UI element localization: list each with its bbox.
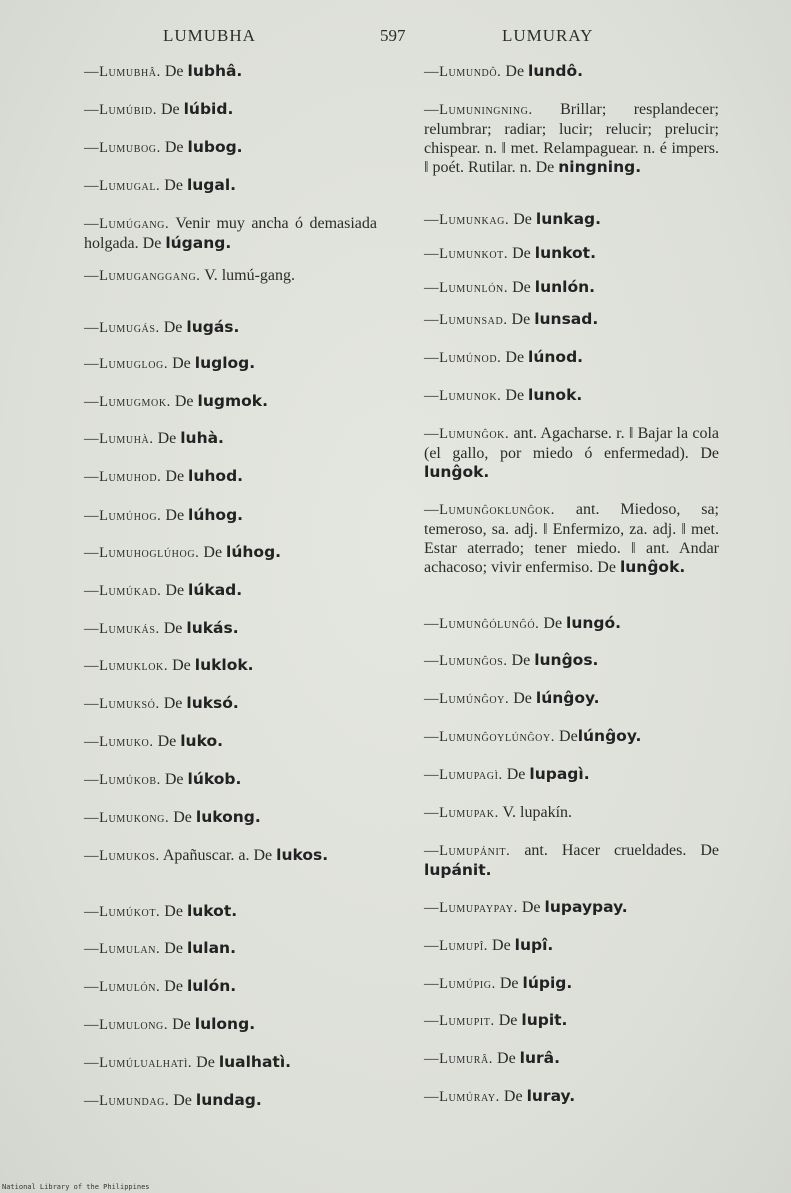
dictionary-entry — [62, 392, 377, 412]
entry-headword: —Lumuko. — [84, 734, 154, 750]
entry-root-reference: lupî. — [514, 936, 554, 954]
entry-definition: De — [159, 695, 187, 712]
entry-headword: —Lumunĝos. — [424, 653, 508, 669]
entry-definition: De — [502, 766, 530, 783]
dictionary-entry — [402, 210, 719, 230]
entry-headword: —Lumunok. — [424, 388, 502, 404]
entry-definition: De — [509, 211, 536, 228]
entry-definition: De — [539, 615, 567, 632]
entry-root-reference: lukong. — [195, 808, 261, 826]
entry-definition: De — [168, 1016, 195, 1033]
dictionary-entry — [402, 424, 719, 482]
entry-root-reference: lugal. — [186, 176, 237, 194]
dictionary-entry — [402, 651, 719, 671]
dictionary-entry — [62, 467, 377, 487]
entry-definition: De — [168, 355, 195, 372]
entry-headword: —Lumuningning. — [424, 102, 533, 118]
entry-headword: —Lumundô. — [424, 64, 502, 80]
dictionary-entry — [62, 1053, 377, 1073]
entry-root-reference: lulong. — [194, 1015, 256, 1033]
dictionary-entry — [62, 62, 377, 82]
entry-definition: ant. Hacer crueldades. De — [510, 842, 719, 859]
entry-definition: De — [507, 652, 535, 669]
entry-root-reference: luhod. — [188, 467, 244, 485]
entry-headword: —Lumunlón. — [424, 280, 509, 296]
entry-root-reference: lunĝok. — [619, 558, 686, 576]
dictionary-entry — [402, 62, 719, 82]
dictionary-entry — [62, 214, 377, 253]
entry-headword: —Lumupî. — [424, 938, 489, 954]
entry-definition: De — [159, 620, 187, 637]
dictionary-entry — [62, 656, 377, 676]
entry-definition: V. lumú-gang. — [200, 267, 296, 284]
entry-headword: —Lumubog. — [84, 140, 161, 156]
entry-headword: —Lumulón. — [84, 979, 161, 995]
entry-root-reference: lúbid. — [183, 100, 234, 118]
entry-definition: De — [161, 582, 189, 599]
entry-definition: De — [168, 657, 195, 674]
entry-definition: Venir muy ancha ó demasiada holgada. De — [84, 215, 377, 252]
entry-root-reference: lukos. — [276, 846, 329, 864]
dictionary-entry — [402, 100, 719, 177]
entry-definition: De — [160, 771, 188, 788]
dictionary-entry — [402, 500, 719, 577]
dictionary-entry — [62, 939, 377, 959]
entry-headword: —Lumukong. — [84, 810, 170, 826]
dictionary-entry — [62, 581, 377, 601]
entry-definition: De — [508, 245, 535, 262]
entry-headword: —Lumuklok. — [84, 658, 169, 674]
entry-root-reference: lúkad. — [188, 581, 243, 599]
dictionary-entry — [62, 138, 377, 158]
entry-definition: De — [169, 809, 196, 826]
entry-definition: ant. Miedoso, sa; temeroso, sa. adj. ‖ Enfermizo, za. adj. ‖ met. Estar aterrado; tener miedo. ‖ ant. Andar achacoso; vivir enfermiso. De — [424, 501, 719, 576]
entry-definition: V. lupakín. — [498, 804, 573, 821]
dictionary-entry — [402, 974, 719, 994]
entry-headword: —Lumulong. — [84, 1017, 169, 1033]
dictionary-entry — [62, 1015, 377, 1035]
dictionary-entry — [402, 803, 719, 823]
entry-root-reference: lualhatì. — [218, 1053, 292, 1071]
entry-headword: —Lumulan. — [84, 941, 161, 957]
entry-root-reference: lupánit. — [424, 861, 492, 879]
entry-root-reference: lúhog. — [226, 543, 282, 561]
dictionary-entry — [402, 310, 719, 330]
entry-headword: —Lumundag. — [84, 1093, 170, 1109]
entry-headword: —Lumunkot. — [424, 246, 509, 262]
entry-headword: —Lumunĝoklunĝok. — [424, 502, 556, 518]
entry-definition: De — [160, 940, 187, 957]
entry-root-reference: lundô. — [528, 62, 584, 80]
entry-root-reference: luklok. — [194, 656, 254, 674]
dictionary-entry — [62, 619, 377, 639]
entry-definition: De — [494, 1012, 522, 1029]
entry-root-reference: lugás. — [186, 318, 240, 336]
entry-root-reference: lunlón. — [534, 278, 596, 296]
entry-root-reference: lunkot. — [534, 244, 596, 262]
entry-headword: —Lumúlualhatì. — [84, 1055, 193, 1071]
entry-definition: De — [501, 387, 529, 404]
entry-definition: De — [160, 978, 187, 995]
entry-root-reference: luray. — [526, 1087, 576, 1105]
entry-root-reference: lúpig. — [522, 974, 573, 992]
dictionary-entry — [402, 898, 719, 918]
header-left-guide-word: LUMUBHA — [163, 26, 256, 45]
entry-headword: —Lumúnod. — [424, 350, 502, 366]
entry-definition: De — [170, 393, 198, 410]
header-right-guide-word: LUMURAY — [502, 26, 594, 45]
dictionary-entry — [62, 808, 377, 828]
dictionary-entry — [62, 176, 377, 196]
entry-definition: Brillar; resplandecer; relumbrar; radiar; lucir; relucir; prelucir; chispear. n. ‖ met. Relampaguear. n. é impers. ‖ poét. Rutilar. n. De — [424, 101, 719, 176]
dictionary-entry — [402, 936, 719, 956]
entry-root-reference: lunsad. — [534, 310, 599, 328]
entry-headword: —Lumugmok. — [84, 394, 171, 410]
entry-definition: De — [508, 279, 535, 296]
entry-root-reference: lukás. — [186, 619, 239, 637]
entry-headword: —Lumupaypay. — [424, 900, 518, 916]
entry-headword: —Lumuhoglúhog. — [84, 545, 200, 561]
entry-definition: De — [501, 349, 529, 366]
entry-headword: —Lumuhod. — [84, 469, 162, 485]
entry-definition: De — [488, 937, 515, 954]
entry-root-reference: luksó. — [186, 694, 239, 712]
entry-headword: —Lumubhâ. — [84, 64, 161, 80]
entry-definition: De — [199, 544, 227, 561]
entry-headword: —Lumuglog. — [84, 356, 169, 372]
dictionary-entry — [402, 614, 719, 634]
entry-definition: De — [517, 899, 545, 916]
entry-root-reference: lupit. — [521, 1011, 568, 1029]
entry-definition: De — [160, 63, 188, 80]
entry-root-reference: lubhâ. — [187, 62, 243, 80]
dictionary-entry — [62, 100, 377, 120]
entry-root-reference: lúnĝoy. — [577, 727, 642, 745]
entry-definition: De — [160, 139, 188, 156]
entry-root-reference: lunkag. — [535, 210, 602, 228]
entry-definition: De — [153, 733, 181, 750]
entry-headword: —Lumúgang. — [84, 216, 170, 232]
dictionary-entry — [402, 244, 719, 264]
entry-root-reference: luko. — [180, 732, 223, 750]
footer-credit: National Library of the Philippines — [2, 1183, 150, 1191]
entry-root-reference: lúkob. — [187, 770, 242, 788]
entry-headword: —Lumúpig. — [424, 976, 496, 992]
entry-root-reference: luglog. — [194, 354, 256, 372]
dictionary-entry — [402, 689, 719, 709]
entry-headword: —Lumuhà. — [84, 431, 154, 447]
dictionary-entry — [62, 543, 377, 563]
entry-headword: —Lumupak. — [424, 805, 499, 821]
entry-definition: ant. Agacharse. r. ‖ Bajar la cola (el gallo, por miedo ó enfermedad). De — [424, 425, 719, 462]
entry-definition: De — [160, 177, 187, 194]
entry-headword: —Lumunsad. — [424, 312, 508, 328]
entry-headword: —Lumúkob. — [84, 772, 161, 788]
entry-root-reference: lungó. — [566, 614, 622, 632]
dictionary-entry — [62, 1091, 377, 1111]
dictionary-entry — [62, 977, 377, 997]
dictionary-entry — [62, 354, 377, 374]
entry-root-reference: lurâ. — [519, 1049, 561, 1067]
entry-definition: De — [493, 1050, 520, 1067]
entry-headword: —Lumúkad. — [84, 583, 162, 599]
entry-definition: De — [509, 690, 536, 707]
entry-root-reference: lúgang. — [165, 234, 232, 252]
entry-root-reference: lunĝok. — [424, 463, 490, 481]
entry-headword: —Lumunĝok. — [424, 426, 510, 442]
entry-root-reference: lupagì. — [529, 765, 590, 783]
entry-definition: De — [161, 507, 189, 524]
entry-root-reference: luhà. — [180, 429, 224, 447]
dictionary-entry — [402, 727, 719, 747]
entry-definition: De — [169, 1092, 196, 1109]
dictionary-entry — [402, 278, 719, 298]
entry-root-reference: lúnod. — [528, 348, 584, 366]
entry-root-reference: lubog. — [187, 138, 243, 156]
entry-headword: —Lumunkag. — [424, 212, 510, 228]
entry-definition: De — [156, 101, 184, 118]
entry-definition: De — [507, 311, 535, 328]
entry-definition: De — [495, 975, 523, 992]
dictionary-entry — [62, 266, 377, 286]
entry-headword: —Lumurâ. — [424, 1051, 494, 1067]
entry-definition: De — [159, 319, 187, 336]
entry-headword: —Lumuksó. — [84, 696, 160, 712]
entry-headword: —Lumugal. — [84, 178, 161, 194]
entry-root-reference: lundag. — [195, 1091, 262, 1109]
entry-headword: —Lumúkot. — [84, 904, 161, 920]
dictionary-entry — [402, 348, 719, 368]
entry-root-reference: lunok. — [528, 386, 583, 404]
entry-definition: De — [153, 430, 181, 447]
entry-headword: —Lumugás. — [84, 320, 160, 336]
dictionary-entry — [62, 318, 377, 338]
dictionary-entry — [402, 1087, 719, 1107]
entry-root-reference: lukot. — [186, 902, 238, 920]
entry-root-reference: ningning. — [558, 158, 642, 176]
entry-headword: —Lumuganggang. — [84, 268, 201, 284]
page-number: 597 — [380, 26, 406, 45]
dictionary-entry — [62, 694, 377, 714]
dictionary-entry — [402, 765, 719, 785]
page-header — [0, 26, 791, 52]
entry-headword: —Lumupagì. — [424, 767, 503, 783]
entry-root-reference: lupaypay. — [544, 898, 628, 916]
entry-definition: De — [499, 1088, 527, 1105]
entry-root-reference: lunĝos. — [534, 651, 599, 669]
entry-headword: —Lumupit. — [424, 1013, 495, 1029]
dictionary-entry — [402, 1049, 719, 1069]
entry-headword: —Lumunĝólunĝó. — [424, 616, 540, 632]
dictionary-entry — [402, 841, 719, 880]
entry-definition: De — [555, 728, 578, 745]
dictionary-entry — [62, 846, 377, 866]
entry-headword: —Lumúhog. — [84, 508, 162, 524]
dictionary-entry — [62, 732, 377, 752]
entry-headword: —Lumúray. — [424, 1089, 500, 1105]
entry-headword: —Lumukos. — [84, 848, 160, 864]
entry-definition: De — [501, 63, 529, 80]
dictionary-entry — [402, 1011, 719, 1031]
dictionary-entry — [62, 902, 377, 922]
dictionary-entry — [62, 770, 377, 790]
entry-root-reference: lulan. — [186, 939, 236, 957]
entry-definition: De — [160, 903, 187, 920]
entry-headword: —Lumupánit. — [424, 843, 511, 859]
entry-headword: —Lumukás. — [84, 621, 160, 637]
dictionary-entry — [402, 386, 719, 406]
entry-headword: —Lumúnĝoy. — [424, 691, 510, 707]
entry-headword: —Lumúbid. — [84, 102, 157, 118]
entry-definition: De — [192, 1054, 219, 1071]
entry-root-reference: lugmok. — [197, 392, 268, 410]
entry-definition: Apañuscar. a. De — [159, 847, 277, 864]
entry-root-reference: lúhog. — [188, 506, 244, 524]
entry-definition: De — [161, 468, 189, 485]
dictionary-entry — [62, 506, 377, 526]
dictionary-entry — [62, 429, 377, 449]
entry-root-reference: lulón. — [186, 977, 237, 995]
entry-root-reference: lúnĝoy. — [535, 689, 600, 707]
entry-headword: —Lumunĝoylúnĝoy. — [424, 729, 556, 745]
